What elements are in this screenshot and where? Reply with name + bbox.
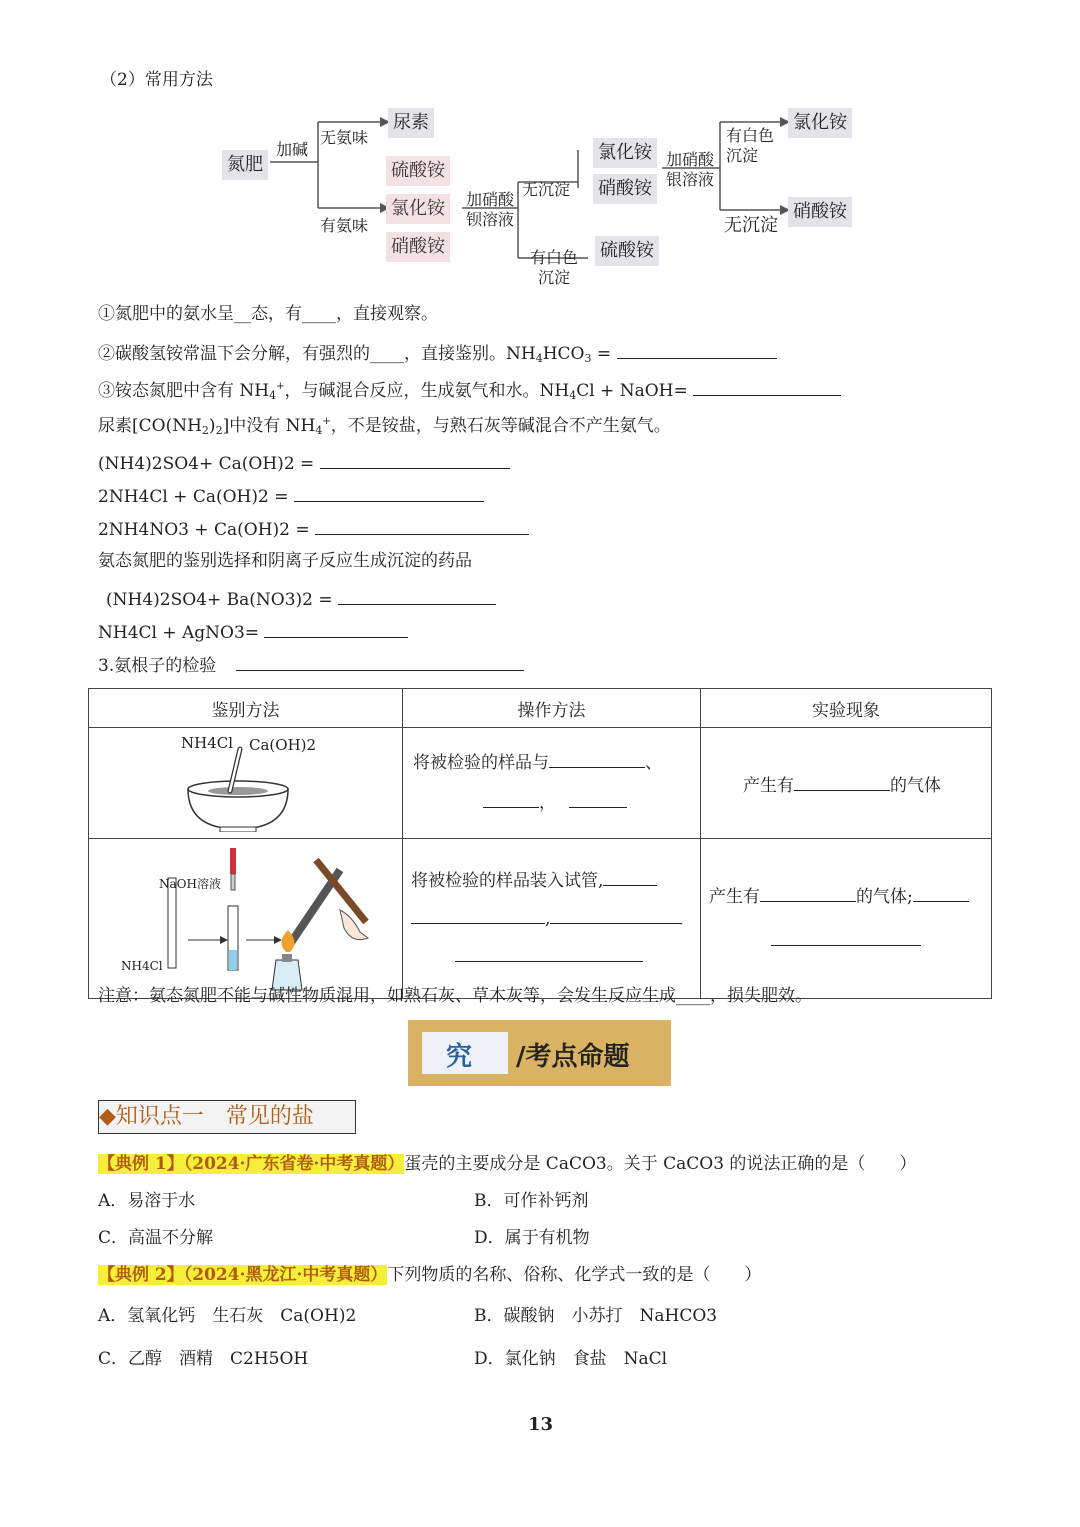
answer-blank[interactable] [411,905,545,924]
option-c[interactable]: C．高温不分解 [98,1228,214,1248]
label-no-ammonia-smell: 无氨味 [320,128,369,147]
equation-ammonium-chloride-calcium-hydroxide [98,483,484,509]
label-nh4cl: NH4Cl [121,959,163,973]
label-has-ammonia-smell: 有氨味 [320,216,369,235]
example-tag: 【典例 2】（2024·黑龙江·中考真题） [98,1265,388,1285]
operation-line-1 [411,862,692,900]
reagent-label-caoh2: Ca(OH)2 [249,736,317,754]
example-tag: 【典例 1】（2024·广东省卷·中考真题） [98,1154,405,1174]
header-method: 鉴别方法 [89,689,403,728]
operation-line-3 [411,938,692,976]
option-a[interactable]: A．易溶于水 [98,1191,196,1211]
answer-blank[interactable] [236,652,524,671]
node-ammonium-sulfate-2: 硫酸铵 [595,236,659,266]
answer-blank[interactable] [771,927,921,946]
option-a[interactable]: A．氢氧化钙 生石灰 Ca(OH)2 [98,1306,357,1326]
line-precipitate-reagents: 氨态氮肥的鉴别选择和阴离子反应生成沉淀的药品 [98,551,472,571]
operation-text: 将被检验的样品装入试管, [411,870,604,891]
operation-text: 将被检验的样品与 [413,753,549,773]
text: ③铵态氮肥中含有 NH [98,381,270,401]
option-d[interactable]: D．氯化钠 食盐 NaCl [474,1349,668,1369]
line-urea: 尿素$[CO(NH_2)_2]$中没有 $NH_4^+$，不是铵盐，与熟石灰等碱混合不产生氨气。 [98,416,671,437]
equation-ammonium-nitrate-calcium-hydroxide [98,516,529,542]
header-phenomenon: 实验现象 [701,689,992,728]
text: 尿素[CO(NH [98,416,202,436]
line-text: 3.氨根子的检验 [98,656,217,676]
text: ) [208,416,216,436]
example-2-question [98,1263,761,1287]
answer-blank[interactable] [315,516,529,535]
option-c[interactable]: C．乙醇 酒精 C2H5OH [98,1349,309,1369]
text: 的气体 [890,775,941,796]
node-urea: 尿素 [388,108,434,138]
text: ②碳酸氢铵常温下会分解，有强烈的____，直接鉴别。NH [98,344,536,364]
node-ammonium-chloride-2: 氯化铵 [593,138,657,168]
phenomenon-cell [701,728,992,839]
node-ammonium-chloride-3: 氯化铵 [788,108,852,138]
answer-blank[interactable] [549,749,645,768]
equation-ammonium-sulfate-barium-nitrate [106,586,496,612]
answer-blank[interactable] [913,883,969,902]
option-b[interactable]: B．可作补钙剂 [474,1191,589,1211]
answer-blank[interactable] [338,586,496,605]
line-ammonia-water: ①氮肥中的氨水呈__态，有____，直接观察。 [98,304,438,324]
equation-text: (NH4)2SO4+ Ca(OH)2 = [98,454,315,474]
option-b[interactable]: B．碳酸钠 小苏打 NaHCO3 [474,1306,718,1326]
mortar-pestle-icon [90,729,401,832]
answer-blank[interactable] [264,619,408,638]
label-no-precipitate: 无沉淀 [522,180,571,199]
table-header-row [89,689,992,728]
operation-line-2 [413,783,690,823]
label-naoh-solution: NaOH溶液 [159,877,221,891]
answer-blank[interactable] [760,883,856,902]
section-heading: （2）常用方法 [100,70,213,90]
line-ammonium-bicarbonate: ②碳酸氢铵常温下会分解，有强烈的____，直接鉴别。$NH_4HCO_3$ = [98,340,777,366]
section-banner [408,1020,671,1086]
test-tube-illustration-cell [89,839,403,999]
text: 、 [645,753,662,773]
table-row [89,839,992,999]
text: ， [539,793,556,813]
operation-cell [403,839,701,999]
equation-text: (NH4)2SO4+ Ba(NO3)2 = [106,590,333,610]
operation-cell [403,728,701,839]
answer-blank[interactable] [603,867,657,886]
phenomenon-line-1 [709,875,983,919]
label-white-precipitate-2: 有白色沉淀 [726,126,775,165]
operation-line-2 [411,900,692,938]
line-ammonium-with-base: ③铵态氮肥中含有 $NH_4^+$，与碱混合反应，生成氨气和水。$NH_4Cl$ + NaOH= [98,377,841,403]
example-1-question [98,1152,916,1176]
label-add-base: 加碱 [276,140,309,159]
reagent-label-nh4cl: NH4Cl [181,734,234,752]
text: 的气体; [856,886,913,907]
text: , [545,908,551,929]
node-nitrogen-fertilizer: 氮肥 [222,150,268,180]
option-d[interactable]: D．属于有机物 [474,1228,590,1248]
phenomenon-line-2 [709,919,983,963]
text: Cl + NaOH= [576,381,688,401]
label-add-barium-nitrate: 加硝酸钡溶液 [466,190,515,229]
text: ，与碱混合反应，生成氨气和水。NH [284,381,570,401]
answer-blank[interactable] [693,377,841,396]
equation-text: NH4Cl + AgNO3= [98,623,260,643]
answer-blank[interactable] [455,943,643,962]
node-ammonium-sulfate: 硫酸铵 [386,156,450,186]
answer-blank[interactable] [550,905,682,924]
equation-ammonium-sulfate-calcium-hydroxide [98,450,510,476]
phenomenon-cell [701,839,992,999]
answer-blank[interactable] [483,789,539,808]
question-text: 蛋壳的主要成分是 CaCO3。关于 CaCO3 的说法正确的是（ ） [404,1154,917,1174]
equation-ammonium-chloride-silver-nitrate [98,619,408,645]
text: ，不是铵盐，与熟石灰等碱混合不产生氨气。 [330,416,671,436]
header-operation: 操作方法 [403,689,701,728]
label-white-precipitate: 有白色沉淀 [529,248,578,287]
equation-text: 2NH4Cl + Ca(OH)2 = [98,487,289,507]
node-ammonium-nitrate-3: 硝酸铵 [788,197,852,227]
banner-left-text: 究 [446,1042,473,1072]
node-ammonium-nitrate-2: 硝酸铵 [593,174,657,204]
node-ammonium-nitrate: 硝酸铵 [386,232,450,262]
text: ]中没有 NH [222,416,316,436]
label-add-silver-nitrate: 加硝酸银溶液 [666,150,715,189]
text: 产生有 [709,886,760,907]
note: 注意：氨态氮肥不能与碱性物质混用，如熟石灰、草木灰等，会发生反应生成____，损失肥效。 [98,986,812,1006]
knowledge-point-heading: ◆知识点一 常见的盐 [98,1100,356,1134]
question-text: 下列物质的名称、俗称、化学式一致的是（ ） [387,1265,762,1285]
answer-blank[interactable] [794,772,890,791]
answer-blank[interactable] [569,789,627,808]
table-row [89,728,992,839]
answer-blank[interactable] [617,340,777,359]
answer-blank[interactable] [294,483,484,502]
node-ammonium-chloride: 氯化铵 [386,194,450,224]
label-no-precipitate-2: 无沉淀 [724,215,778,236]
operation-line-1 [413,743,690,783]
text: HCO [542,344,585,364]
equation-text: 2NH4NO3 + Ca(OH)2 = [98,520,310,540]
mortar-illustration-cell [89,728,403,839]
text: 产生有 [743,775,794,796]
page-number: 13 [528,1414,554,1435]
line-ammonium-ion-test [98,652,524,678]
identification-table [88,688,992,999]
answer-blank[interactable] [320,450,510,469]
text: = [591,344,612,364]
banner-title: /考点命题 [516,1042,630,1072]
